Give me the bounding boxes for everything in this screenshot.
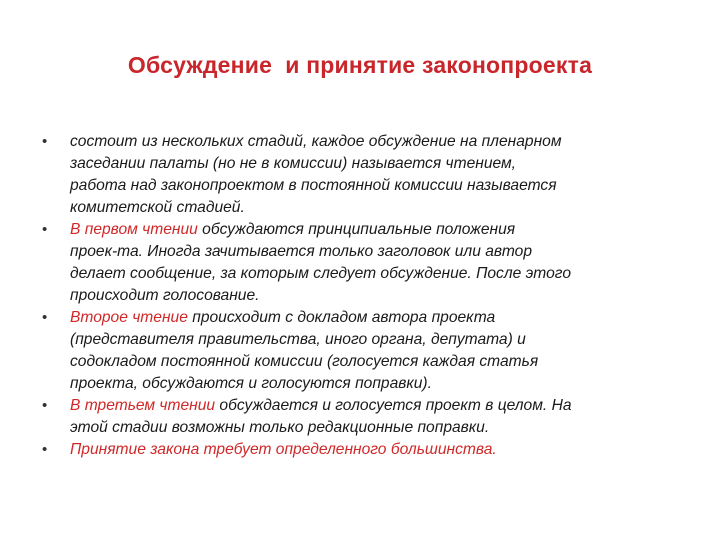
bullet-line bbox=[70, 131, 702, 153]
bullet-line bbox=[70, 175, 702, 197]
bullet-dot-icon: • bbox=[42, 397, 48, 414]
bullet-line bbox=[70, 329, 702, 351]
bullet-item bbox=[42, 439, 702, 461]
bullet-list bbox=[42, 131, 702, 461]
bullet-dot-icon: • bbox=[42, 133, 48, 150]
bullet-item bbox=[42, 395, 702, 439]
slide-title: Обсуждение и принятие законопроекта bbox=[127, 52, 593, 78]
bullet-line bbox=[70, 395, 702, 417]
bullet-text: проек-та. Иногда зачитывается только заголовок или автор bbox=[70, 243, 533, 260]
bullet-line bbox=[70, 263, 702, 285]
highlight-term: В третьем чтении bbox=[70, 397, 216, 414]
bullet-text: состоит из нескольких стадий, каждое обсуждение на пленарном bbox=[70, 133, 562, 150]
bullet-item bbox=[42, 131, 702, 219]
bullet-text: делает сообщение, за которым следует обсуждение. После этого bbox=[70, 265, 571, 282]
bullet-text: (представителя правительства, иного органа, депутата) и bbox=[70, 331, 526, 348]
bullet-text: работа над законопроектом в постоянной комиссии называется bbox=[70, 177, 557, 194]
bullet-text: происходит голосование. bbox=[70, 287, 260, 304]
bullet-text: обсуждаются принципиальные положения bbox=[197, 221, 516, 238]
bullet-text: этой стадии возможны только редакционные поправки. bbox=[70, 419, 490, 436]
highlight-term: В первом чтении bbox=[70, 221, 198, 238]
bullet-text: содокладом постоянной комиссии (голосуется каждая статья bbox=[70, 353, 539, 370]
bullet-dot-icon: • bbox=[42, 221, 48, 238]
bullet-text: заседании палаты (но не в комиссии) называется чтением, bbox=[70, 155, 517, 172]
bullet-line bbox=[70, 197, 702, 219]
bullet-line bbox=[70, 439, 702, 461]
bullet-text: обсуждается и голосуется проект в целом. На bbox=[215, 397, 572, 414]
highlight-term: Второе чтение bbox=[70, 309, 188, 326]
bullet-line bbox=[70, 285, 702, 307]
bullet-line bbox=[70, 219, 702, 241]
highlight-term: Принятие закона требует определенного большинства. bbox=[70, 441, 497, 458]
bullet-item bbox=[42, 219, 702, 307]
bullet-line bbox=[70, 373, 702, 395]
bullet-line bbox=[70, 351, 702, 373]
bullet-line bbox=[70, 153, 702, 175]
bullet-item bbox=[42, 307, 702, 395]
bullet-text: происходит с докладом автора проекта bbox=[187, 309, 496, 326]
bullet-dot-icon: • bbox=[42, 309, 48, 326]
bullet-text: комитетской стадией. bbox=[70, 199, 245, 216]
bullet-dot-icon: • bbox=[42, 441, 48, 458]
bullet-line bbox=[70, 417, 702, 439]
bullet-line bbox=[70, 307, 702, 329]
bullet-line bbox=[70, 241, 702, 263]
bullet-text: проекта, обсуждаются и голосуются поправки). bbox=[70, 375, 432, 392]
